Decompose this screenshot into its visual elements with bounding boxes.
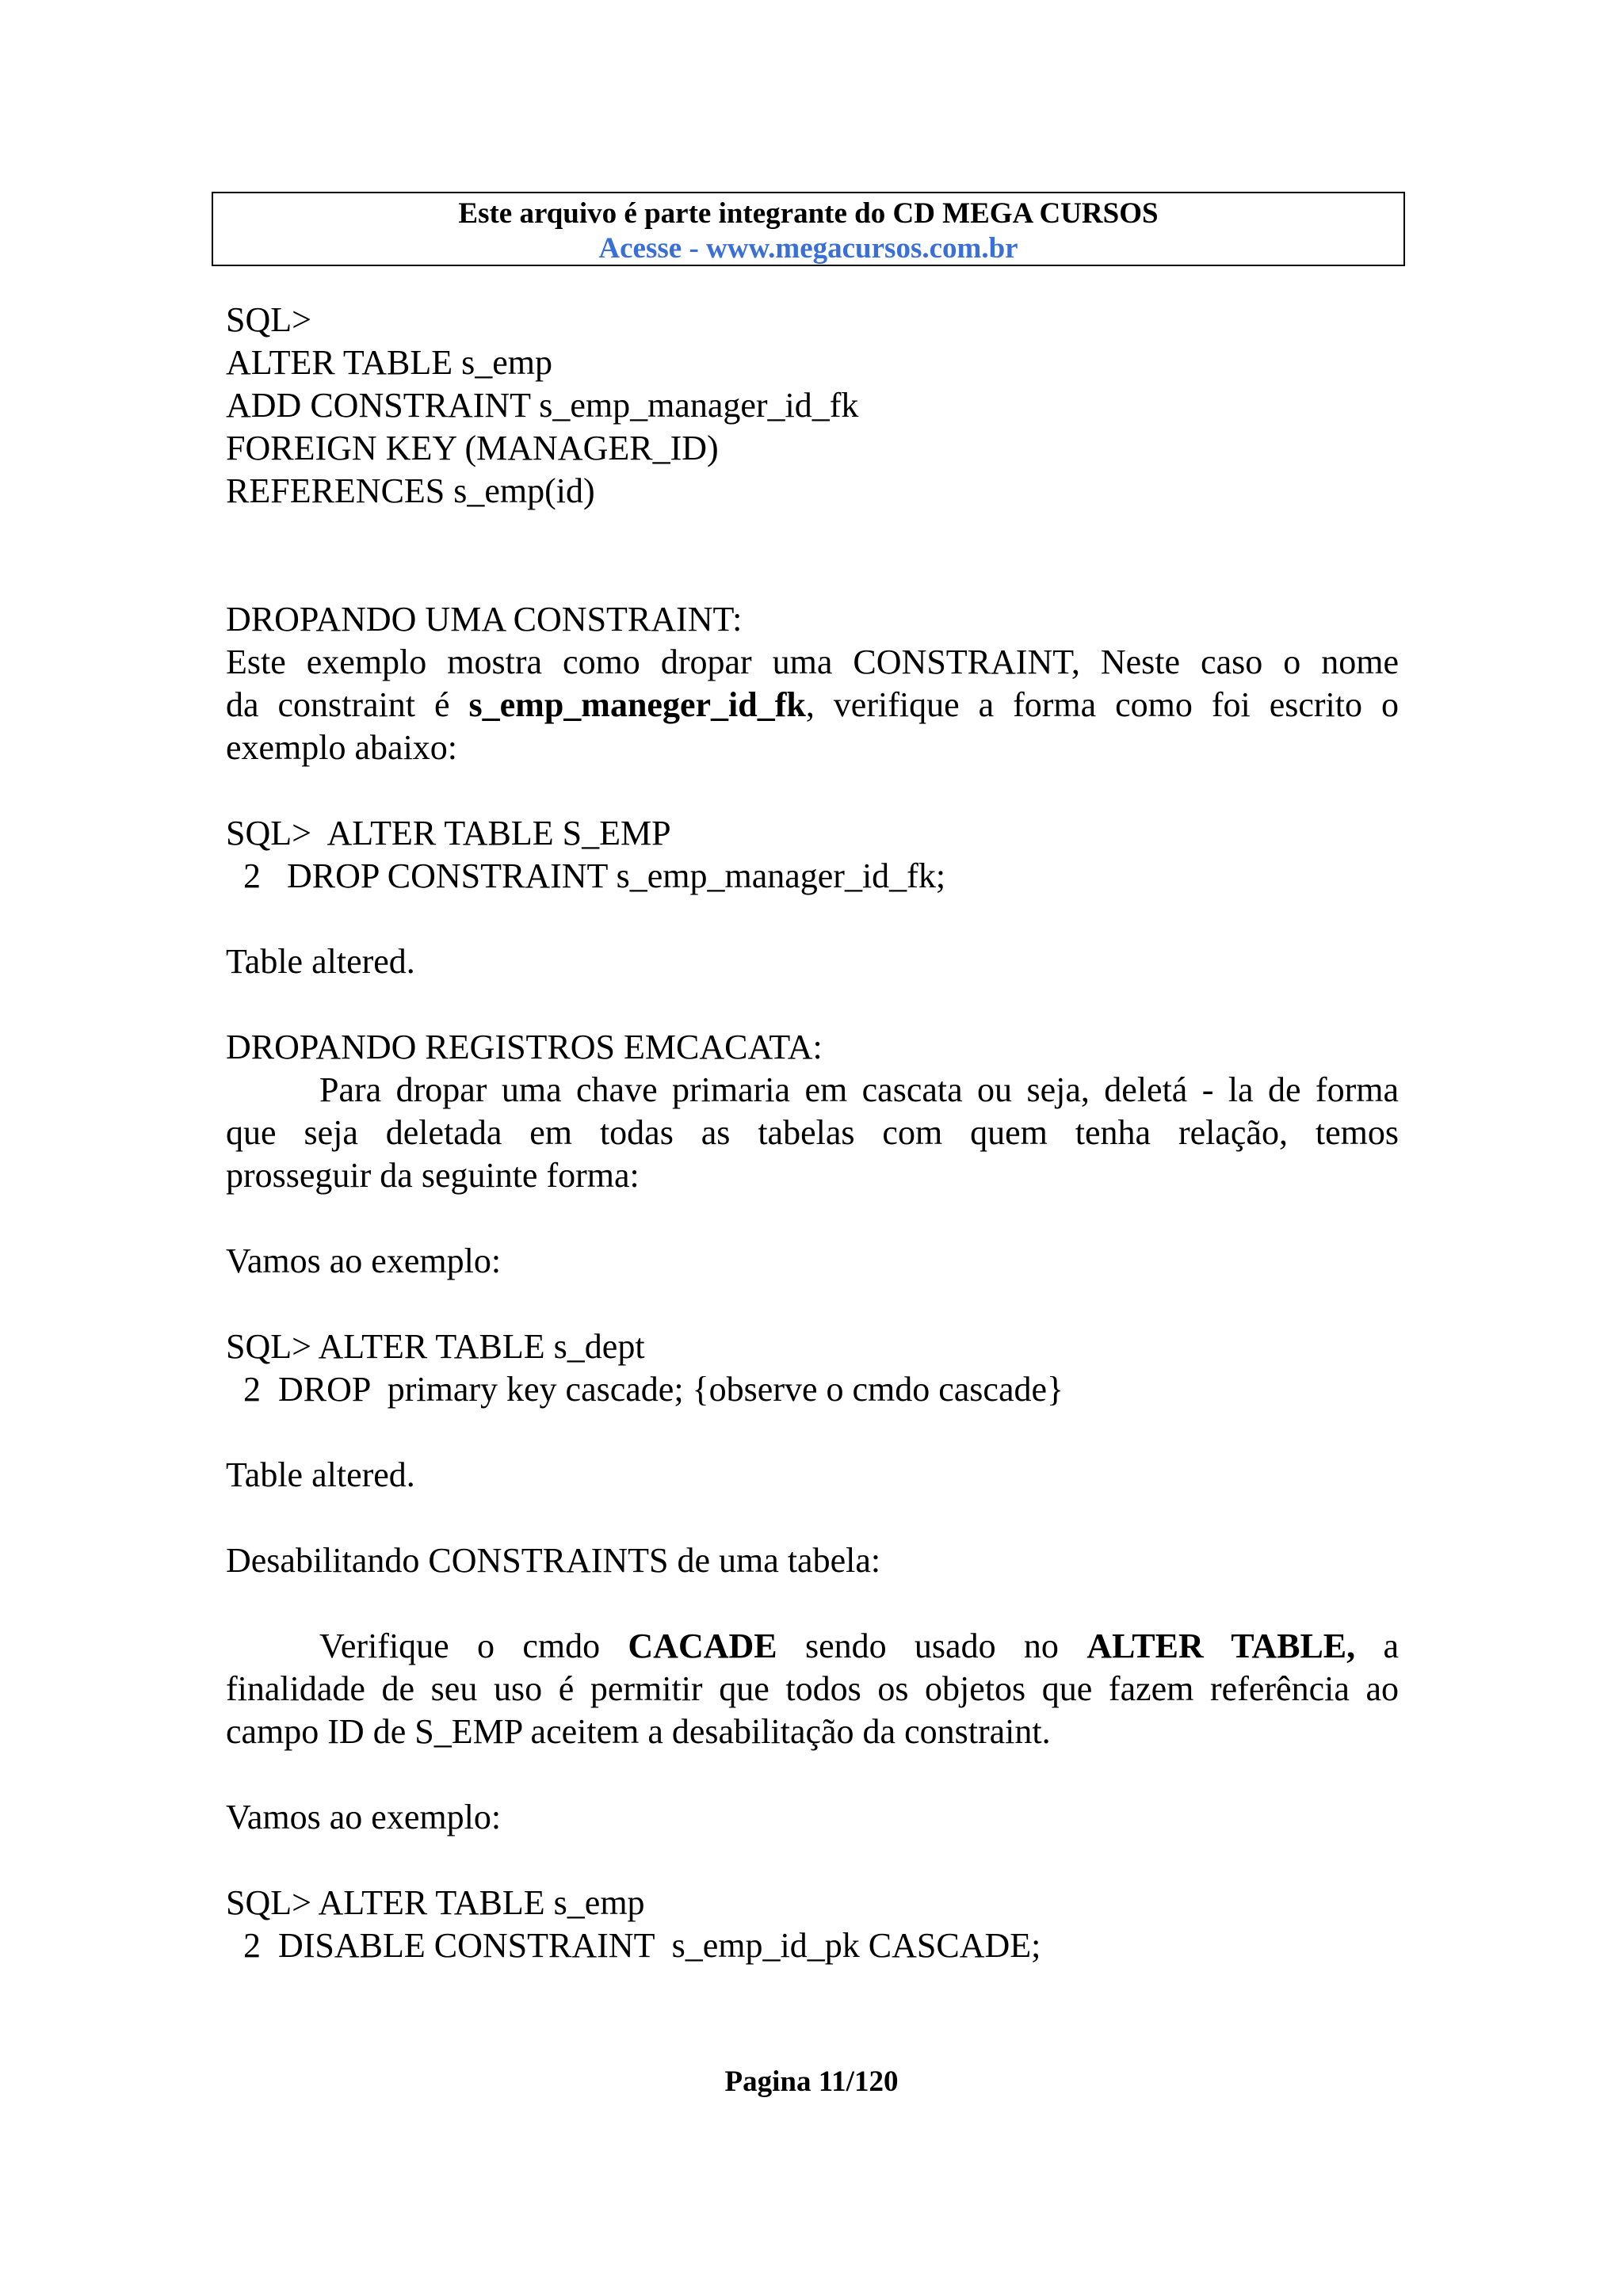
header-website-link[interactable]: Acesse - www.megacursos.com.br	[598, 232, 1018, 265]
drop-constraint-code-line2: 2 DROP CONSTRAINT s_emp_manager_id_fk;	[226, 856, 946, 895]
section-heading-cascade: DROPANDO REGISTROS EMCACATA:	[226, 1028, 823, 1066]
disable-paragraph-line2: finalidade de seu uso é permitir que todos os objetos que fazem referência ao	[226, 1669, 1399, 1708]
cascade-paragraph-line3: prosseguir da seguinte forma:	[226, 1156, 640, 1195]
cascade-paragraph-line1: Para dropar uma chave primaria em cascata ou seja, deletá - la de forma	[319, 1070, 1399, 1109]
cascade-example-intro: Vamos ao exemplo:	[226, 1241, 502, 1280]
header-title: Este arquivo é parte integrante do CD MEGA CURSOS	[458, 197, 1159, 230]
code1-line3: ADD CONSTRAINT s_emp_manager_id_fk	[226, 386, 859, 425]
drop-constraint-text-after: , verifique a forma como foi escrito o	[805, 685, 1399, 724]
cascade-result: Table altered.	[226, 1455, 415, 1494]
section-heading-disable: Desabilitando CONSTRAINTS de uma tabela:	[226, 1541, 881, 1580]
code1-line1: SQL>	[226, 300, 311, 339]
code1-line5: REFERENCES s_emp(id)	[226, 471, 595, 510]
drop-constraint-text: da constraint é	[226, 685, 469, 724]
drop-constraint-result: Table altered.	[226, 942, 415, 981]
disable-code-line2: 2 DISABLE CONSTRAINT s_emp_id_pk CASCADE;	[226, 1926, 1041, 1965]
section-heading-drop-constraint: DROPANDO UMA CONSTRAINT:	[226, 600, 743, 639]
header-banner	[212, 192, 1405, 266]
disable-bold-cacade: CACADE	[628, 1627, 777, 1665]
disable-text-c: sendo usado no	[777, 1627, 1087, 1665]
drop-constraint-paragraph-line3: exemplo abaixo:	[226, 728, 458, 767]
disable-code-line1: SQL> ALTER TABLE s_emp	[226, 1883, 645, 1922]
code1-line4: FOREIGN KEY (MANAGER_ID)	[226, 429, 719, 467]
code1-line2: ALTER TABLE s_emp	[226, 343, 553, 382]
cascade-code-line1: SQL> ALTER TABLE s_dept	[226, 1327, 645, 1366]
page-number: Pagina 11/120	[724, 2065, 899, 2098]
disable-example-intro: Vamos ao exemplo:	[226, 1798, 502, 1836]
disable-paragraph-line1	[226, 1625, 1399, 1668]
constraint-name-bold: s_emp_maneger_id_fk	[468, 685, 806, 724]
cascade-paragraph-line2: que seja deletada em todas as tabelas com quem tenha relação, temos	[226, 1113, 1399, 1152]
disable-paragraph-line3: campo ID de S_EMP aceitem a desabilitação da constraint.	[226, 1712, 1051, 1751]
drop-constraint-paragraph-line2	[226, 684, 1399, 727]
disable-bold-alter-table: ALTER TABLE,	[1086, 1627, 1356, 1665]
disable-text-e: a	[1355, 1627, 1400, 1665]
drop-constraint-paragraph-line1: Este exemplo mostra como dropar uma CONSTRAINT, Neste caso o nome	[226, 643, 1399, 681]
disable-text-a: Verifique o cmdo	[319, 1627, 628, 1665]
cascade-code-line2: 2 DROP primary key cascade; {observe o cmdo cascade}	[226, 1370, 1064, 1409]
drop-constraint-code-line1: SQL> ALTER TABLE S_EMP	[226, 814, 671, 852]
